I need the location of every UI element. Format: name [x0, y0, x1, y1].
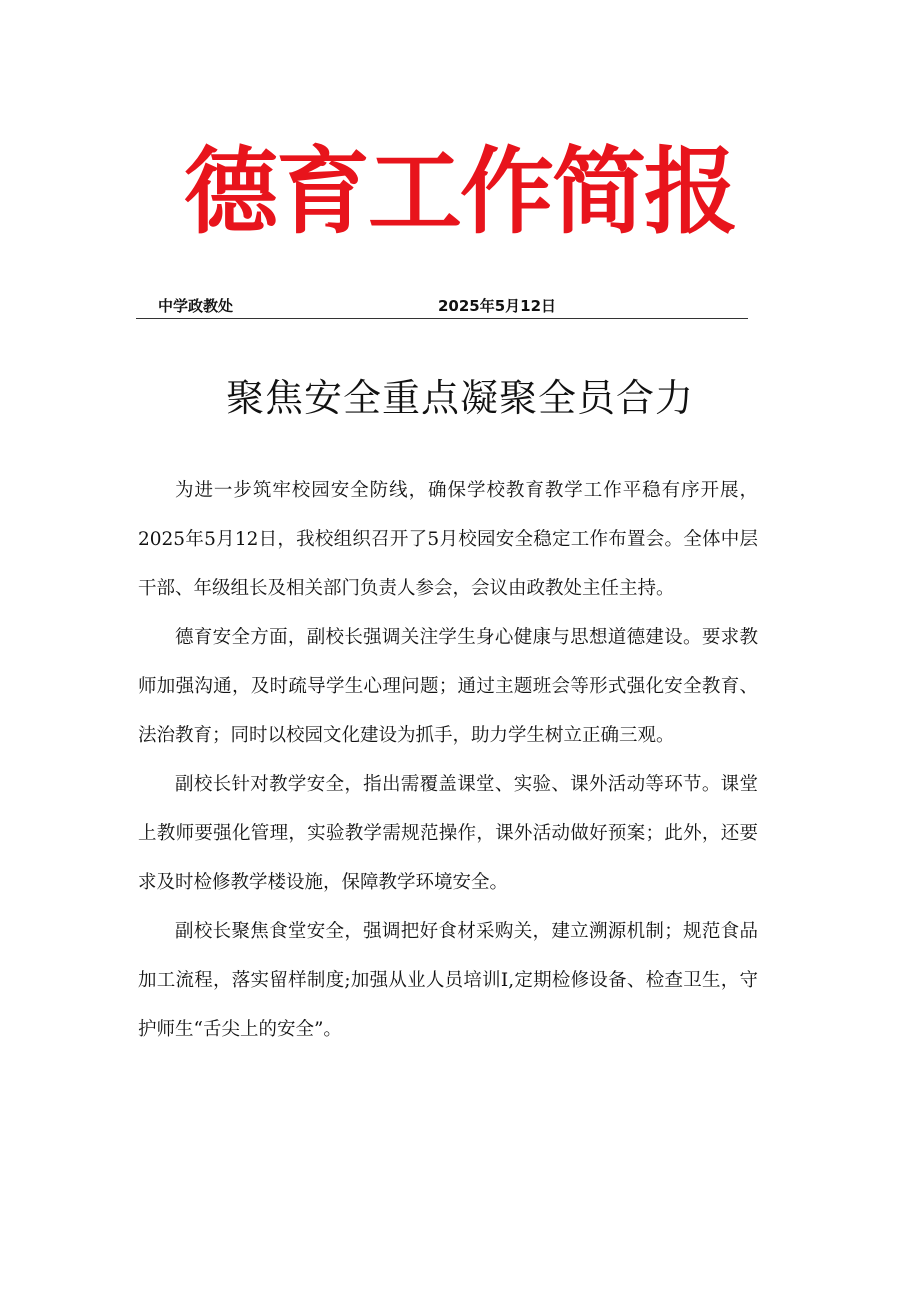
article-paragraph: 副校长聚焦食堂安全，强调把好食材采购关，建立溯源机制；规范食品加工流程，落实留样制度;加强从业人员培训I,定期检修设备、检查卫生，守护师生“舌尖上的安全”。	[138, 921, 758, 1040]
newsletter-masthead: 德育工作简报	[183, 138, 736, 247]
article-paragraph: 副校长针对教学安全，指出需覆盖课堂、实验、课外活动等环节。课堂上教师要强化管理，实验教学需规范操作，课外活动做好预案；此外，还要求及时检修教学楼设施，保障教学环境安全。	[138, 774, 758, 893]
article-title: 聚焦安全重点凝聚全员合力	[225, 376, 694, 420]
article-paragraph: 为进一步筑牢校园安全防线，确保学校教育教学工作平稳有序开展，2025年5月12日，我校组织召开了5月校园安全稳定工作布置会。全体中层干部、年级组长及相关部门负责人参会，会议由政教处主任主持。	[138, 480, 758, 599]
article-body	[138, 466, 758, 1054]
issuing-department: 中学政教处	[158, 297, 234, 315]
issue-date: 2025年5月12日	[438, 297, 557, 315]
issue-meta-row	[136, 294, 748, 318]
header-divider	[136, 318, 748, 319]
article-paragraph: 德育安全方面，副校长强调关注学生身心健康与思想道德建设。要求教师加强沟通，及时疏导学生心理问题；通过主题班会等形式强化安全教育、法治教育；同时以校园文化建设为抓手，助力学生树立正确三观。	[138, 627, 758, 746]
